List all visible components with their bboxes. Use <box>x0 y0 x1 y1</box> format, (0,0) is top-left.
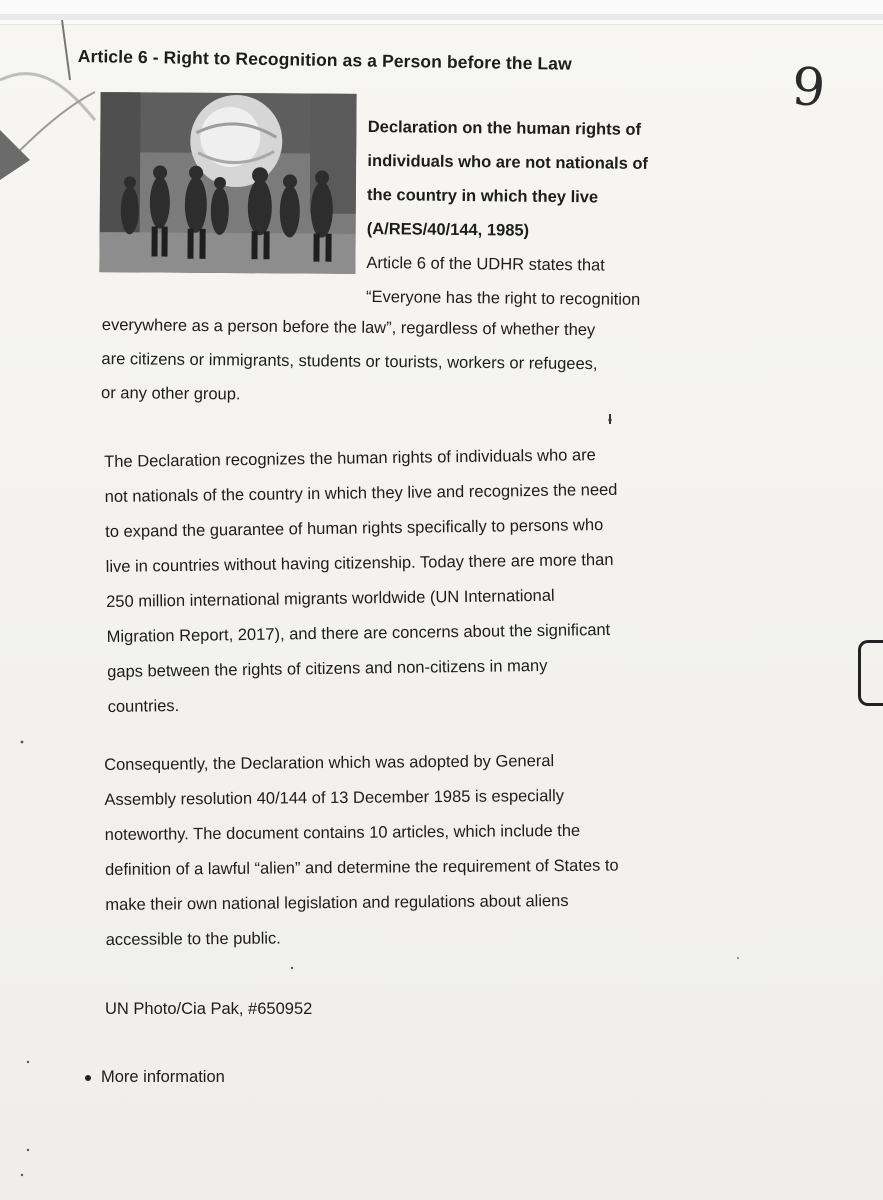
paragraph-line: live in countries without having citizenship. Today there are more than <box>105 550 614 576</box>
paragraph-line: 250 million international migrants worldwide (UN International <box>106 586 555 611</box>
paragraph-line: make their own national legislation and regulations about aliens <box>105 891 569 914</box>
intro-continued-line: everywhere as a person before the law”, regardless of whether they <box>101 315 596 340</box>
page-top-edge <box>0 0 883 25</box>
more-information-link[interactable]: More information <box>101 1068 225 1086</box>
more-information-item <box>85 1068 225 1087</box>
paragraph-line: The Declaration recognizes the human rights of individuals who are <box>104 446 596 471</box>
bullet-icon <box>85 1075 91 1081</box>
scan-strip <box>0 14 883 20</box>
declaration-title-line: (A/RES/40/144, 1985) <box>366 219 530 240</box>
intro-continued-line: or any other group. <box>101 383 241 404</box>
photo-credit: UN Photo/Cia Pak, #650952 <box>105 1000 313 1018</box>
photo-illustration <box>99 92 356 274</box>
article-title: Article 6 - Right to Recognition as a Person before the Law <box>77 46 572 74</box>
intro-side-line: “Everyone has the right to recognition <box>365 287 641 309</box>
un-photo <box>99 92 356 274</box>
declaration-title-line: individuals who are not nationals of <box>367 151 649 173</box>
paragraph-line: not nationals of the country in which they live and recognizes the need <box>104 480 618 506</box>
intro-continued-line: are citizens or immigrants, students or tourists, workers or refugees, <box>101 349 598 374</box>
paragraph-line: accessible to the public. <box>105 929 281 949</box>
paragraph-line: definition of a lawful “alien” and determine the requirement of States to <box>104 856 619 879</box>
intro-side-text <box>366 110 708 318</box>
intro-continued-text <box>101 308 742 417</box>
paragraph-line: to expand the guarantee of human rights specifically to persons who <box>105 516 604 541</box>
paragraph-line: Assembly resolution 40/144 of 13 December 1985 is especially <box>104 786 565 809</box>
bracket-mark <box>858 640 883 706</box>
paragraph-line: noteworthy. The document contains 10 articles, which include the <box>104 821 581 844</box>
paragraph-consequently <box>104 742 746 958</box>
intro-side-line: Article 6 of the UDHR states that <box>366 253 605 275</box>
paragraph-line: gaps between the rights of citizens and non-citizens in many <box>107 656 548 681</box>
paragraph-line: Consequently, the Declaration which was adopted by General <box>104 752 555 774</box>
paragraph-declaration <box>104 436 748 725</box>
declaration-title-line: the country in which they live <box>367 185 599 207</box>
paragraph-line: countries. <box>107 696 180 716</box>
declaration-title-line: Declaration on the human rights of <box>367 117 642 139</box>
handwritten-page-number: 9 <box>789 56 828 120</box>
string-artifact <box>0 20 110 180</box>
paragraph-line: Migration Report, 2017), and there are concerns about the significant <box>106 620 611 646</box>
declaration-title <box>367 110 708 250</box>
